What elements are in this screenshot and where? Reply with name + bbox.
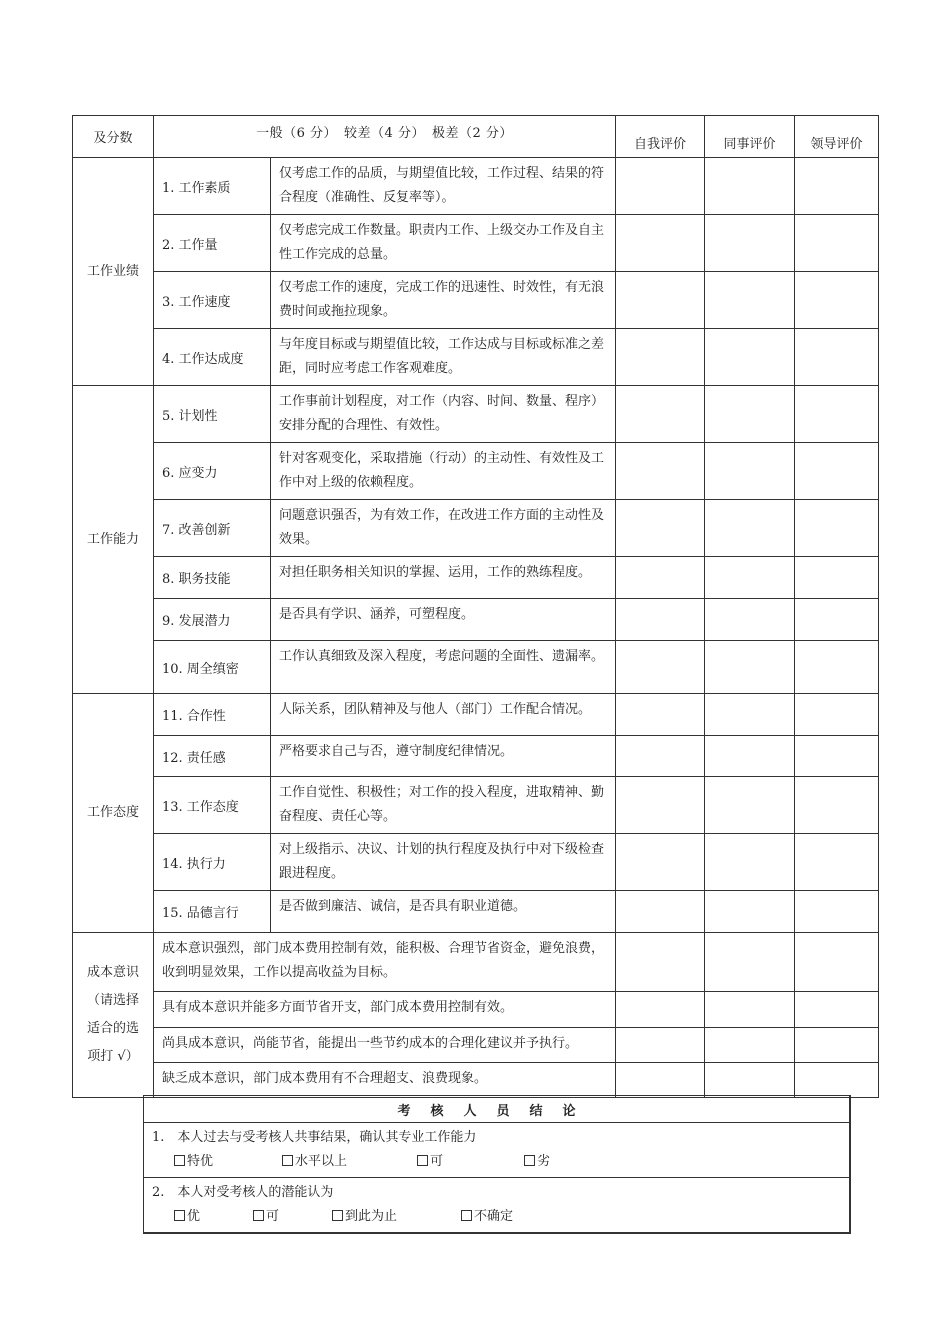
peer-evaluation-cell[interactable] [705,386,795,443]
self-evaluation-cell[interactable] [616,834,705,891]
self-evaluation-cell[interactable] [616,329,705,386]
criterion-description: 对担任职务相关知识的掌握、运用，工作的熟练程度。 [271,557,616,599]
leader-evaluation-cell[interactable] [795,386,879,443]
cost-option-text: 尚具成本意识，尚能节省，能提出一些节约成本的合理化建议并予执行。 [154,1028,616,1063]
question-2-options [152,1205,841,1229]
peer-evaluation-cell[interactable] [705,1028,795,1063]
criterion-description: 是否做到廉洁、诚信，是否具有职业道德。 [271,891,616,933]
checkbox-option[interactable] [461,1205,561,1229]
header-leader-evaluation: 领导评价 [795,116,879,158]
self-evaluation-cell[interactable] [616,992,705,1028]
leader-evaluation-cell[interactable] [795,891,879,933]
checkbox-option[interactable] [524,1150,604,1174]
leader-evaluation-cell[interactable] [795,329,879,386]
peer-evaluation-cell[interactable] [705,557,795,599]
conclusion-question-2 [144,1178,851,1234]
checkbox-label: 劣 [537,1154,551,1169]
criterion-row [73,736,879,777]
self-evaluation-cell[interactable] [616,777,705,834]
leader-evaluation-cell[interactable] [795,992,879,1028]
criterion-label: 11. 合作性 [154,694,271,736]
leader-evaluation-cell[interactable] [795,557,879,599]
conclusion-title: 考核人员结论 [144,1096,851,1123]
peer-evaluation-cell[interactable] [705,736,795,777]
cost-option-row [73,1028,879,1063]
checkbox-label: 可 [430,1154,444,1169]
self-evaluation-cell[interactable] [616,694,705,736]
self-evaluation-cell[interactable] [616,1063,705,1098]
self-evaluation-cell[interactable] [616,215,705,272]
conclusion-table [143,1095,851,1234]
criterion-label: 1. 工作素质 [154,158,271,215]
peer-evaluation-cell[interactable] [705,641,795,694]
self-evaluation-cell[interactable] [616,500,705,557]
leader-evaluation-cell[interactable] [795,777,879,834]
criterion-label: 7. 改善创新 [154,500,271,557]
checkbox-label: 可 [266,1209,280,1224]
conclusion-question-1 [144,1123,851,1178]
self-evaluation-cell[interactable] [616,736,705,777]
criterion-row [73,641,879,694]
question-1-options [152,1150,841,1174]
header-peer-evaluation: 同事评价 [705,116,795,158]
criterion-description: 工作认真细致及深入程度，考虑问题的全面性、遗漏率。 [271,641,616,694]
leader-evaluation-cell[interactable] [795,158,879,215]
self-evaluation-cell[interactable] [616,1028,705,1063]
checkbox-option[interactable] [174,1205,253,1229]
peer-evaluation-cell[interactable] [705,834,795,891]
criterion-label: 14. 执行力 [154,834,271,891]
criterion-row [73,500,879,557]
criterion-row [73,777,879,834]
checkbox[interactable] [174,1155,185,1166]
cost-option-row [73,933,879,992]
leader-evaluation-cell[interactable] [795,443,879,500]
peer-evaluation-cell[interactable] [705,329,795,386]
criterion-row [73,557,879,599]
checkbox-option[interactable] [282,1150,417,1174]
criterion-label: 6. 应变力 [154,443,271,500]
criterion-row [73,834,879,891]
peer-evaluation-cell[interactable] [705,777,795,834]
cost-option-row [73,1063,879,1098]
criterion-row [73,329,879,386]
checkbox[interactable] [524,1155,535,1166]
peer-evaluation-cell[interactable] [705,599,795,641]
checkbox-label: 水平以上 [295,1154,348,1169]
leader-evaluation-cell[interactable] [795,933,879,992]
checkbox[interactable] [282,1155,293,1166]
checkbox-option[interactable] [332,1205,461,1229]
criterion-row [73,599,879,641]
leader-evaluation-cell[interactable] [795,641,879,694]
peer-evaluation-cell[interactable] [705,1063,795,1098]
self-evaluation-cell[interactable] [616,443,705,500]
criterion-row [73,272,879,329]
criterion-row [73,386,879,443]
peer-evaluation-cell[interactable] [705,694,795,736]
checkbox[interactable] [253,1210,264,1221]
criterion-description: 问题意识强否，为有效工作，在改进工作方面的主动性及效果。 [271,500,616,557]
criterion-label: 15. 品德言行 [154,891,271,933]
header-self-evaluation: 自我评价 [616,116,705,158]
checkbox[interactable] [417,1155,428,1166]
criterion-description: 仅考虑工作的速度，完成工作的迅速性、时效性，有无浪费时间或拖拉现象。 [271,272,616,329]
criterion-description: 是否具有学识、涵养，可塑程度。 [271,599,616,641]
peer-evaluation-cell[interactable] [705,933,795,992]
self-evaluation-cell[interactable] [616,641,705,694]
cost-option-text: 具有成本意识并能多方面节省开支，部门成本费用控制有效。 [154,992,616,1028]
leader-evaluation-cell[interactable] [795,1063,879,1098]
criterion-description: 与年度目标或与期望值比较，工作达成与目标或标准之差距，同时应考虑工作客观难度。 [271,329,616,386]
criterion-label: 9. 发展潜力 [154,599,271,641]
criterion-label: 12. 责任感 [154,736,271,777]
checkbox-label: 特优 [187,1154,214,1169]
checkbox-option[interactable] [174,1150,282,1174]
checkbox-label: 到此为止 [345,1209,398,1224]
leader-evaluation-cell[interactable] [795,272,879,329]
cost-option-text: 成本意识强烈，部门成本费用控制有效，能积极、合理节省资金，避免浪费，收到明显效果，工作以提高收益为目标。 [154,933,616,992]
criterion-description: 工作事前计划程度，对工作（内容、时间、数量、程序）安排分配的合理性、有效性。 [271,386,616,443]
criterion-row [73,215,879,272]
question-2-text: 2. 本人对受考核人的潜能认为 [152,1185,334,1200]
criterion-description: 仅考虑完成工作数量。职责内工作、上级交办工作及自主性工作完成的总量。 [271,215,616,272]
criterion-label: 5. 计划性 [154,386,271,443]
criterion-label: 3. 工作速度 [154,272,271,329]
criterion-row [73,694,879,736]
category-3: 工作态度 [73,694,154,933]
leader-evaluation-cell[interactable] [795,599,879,641]
checkbox-label: 不确定 [474,1209,514,1224]
self-evaluation-cell[interactable] [616,933,705,992]
peer-evaluation-cell[interactable] [705,215,795,272]
evaluation-table [72,115,879,1098]
category-cost-awareness [73,933,154,1098]
checkbox-option[interactable] [253,1205,332,1229]
checkbox-label: 优 [187,1209,201,1224]
criterion-label: 8. 职务技能 [154,557,271,599]
criterion-label: 4. 工作达成度 [154,329,271,386]
cost-category-line: 成本意识 [86,965,139,980]
criterion-description: 对上级指示、决议、计划的执行程度及执行中对下级检查跟进程度。 [271,834,616,891]
header-score-label: 及分数 [73,116,154,158]
question-1-text: 1. 本人过去与受考核人共事结果，确认其专业工作能力 [152,1130,477,1145]
criterion-label: 10. 周全缜密 [154,641,271,694]
criterion-row [73,158,879,215]
peer-evaluation-cell[interactable] [705,891,795,933]
peer-evaluation-cell[interactable] [705,992,795,1028]
leader-evaluation-cell[interactable] [795,500,879,557]
cost-category-line: 适合的选 [86,1021,139,1036]
criterion-row [73,891,879,933]
header-score-levels: 一般（6 分） 较差（4 分） 极差（2 分） [154,116,616,158]
peer-evaluation-cell[interactable] [705,500,795,557]
checkbox-option[interactable] [417,1150,524,1174]
leader-evaluation-cell[interactable] [795,215,879,272]
self-evaluation-cell[interactable] [616,158,705,215]
leader-evaluation-cell[interactable] [795,694,879,736]
peer-evaluation-cell[interactable] [705,443,795,500]
leader-evaluation-cell[interactable] [795,1028,879,1063]
criterion-label: 13. 工作态度 [154,777,271,834]
cost-option-text: 缺乏成本意识，部门成本费用有不合理超支、浪费现象。 [154,1063,616,1098]
checkbox[interactable] [174,1210,185,1221]
category-1: 工作业绩 [73,158,154,386]
criterion-description: 仅考虑工作的品质，与期望值比较，工作过程、结果的符合程度（准确性、反复率等）。 [271,158,616,215]
criterion-description: 工作自觉性、积极性；对工作的投入程度，进取精神、勤奋程度、责任心等。 [271,777,616,834]
leader-evaluation-cell[interactable] [795,834,879,891]
cost-category-line: 项打 √） [87,1049,139,1064]
peer-evaluation-cell[interactable] [705,158,795,215]
criterion-label: 2. 工作量 [154,215,271,272]
cost-category-line: （请选择 [86,993,139,1008]
checkbox[interactable] [461,1210,472,1221]
self-evaluation-cell[interactable] [616,386,705,443]
criterion-row [73,443,879,500]
cost-option-row [73,992,879,1028]
checkbox[interactable] [332,1210,343,1221]
criterion-description: 针对客观变化，采取措施（行动）的主动性、有效性及工作中对上级的依赖程度。 [271,443,616,500]
self-evaluation-cell[interactable] [616,557,705,599]
criterion-description: 人际关系，团队精神及与他人（部门）工作配合情况。 [271,694,616,736]
self-evaluation-cell[interactable] [616,891,705,933]
self-evaluation-cell[interactable] [616,599,705,641]
criterion-description: 严格要求自己与否，遵守制度纪律情况。 [271,736,616,777]
category-2: 工作能力 [73,386,154,694]
peer-evaluation-cell[interactable] [705,272,795,329]
leader-evaluation-cell[interactable] [795,736,879,777]
self-evaluation-cell[interactable] [616,272,705,329]
